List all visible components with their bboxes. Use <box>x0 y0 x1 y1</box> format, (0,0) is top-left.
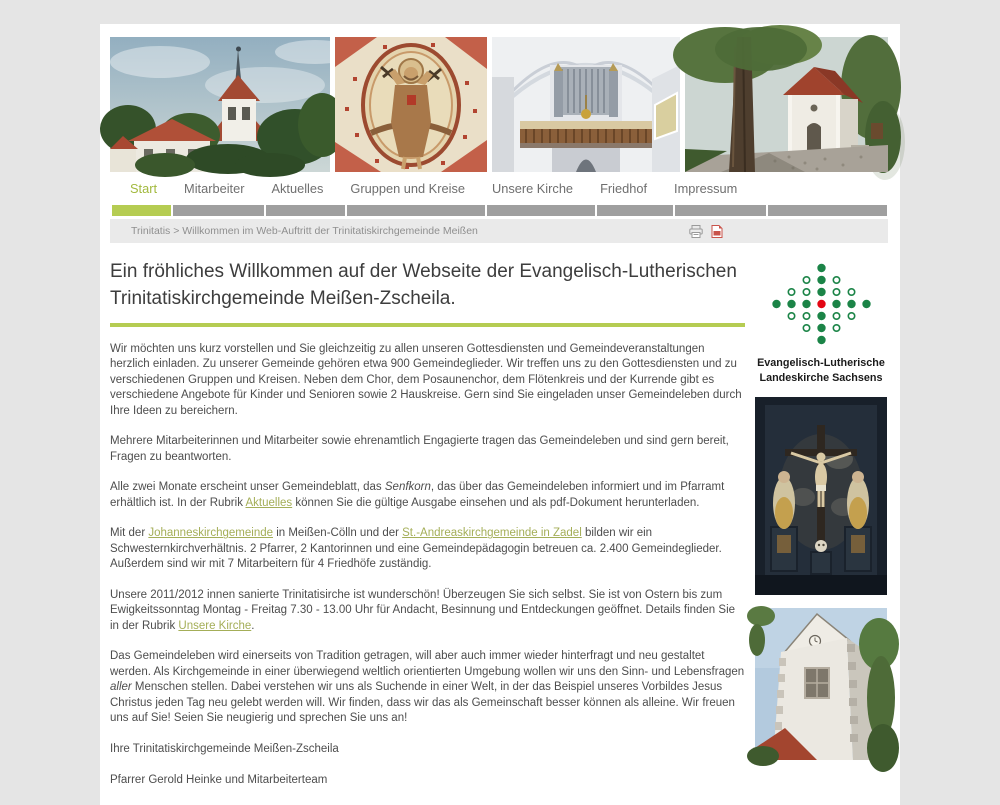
christ-fresco-illustration <box>335 37 487 172</box>
text-run: bilden wir ein Schwesternkirchverhältnis. 2 Pfarrer, 2 Kantorinnen und eine Gemeindepädagogin betreuen ca. 2.400 Gemeindeglieder. Außerdem sind wir mit 7 Mitarbeitern für 4 Friedhöfe zuständig. <box>110 527 722 571</box>
christ-fresco-photo <box>335 37 487 172</box>
inline-link[interactable]: Johanneskirchgemeinde <box>148 527 274 540</box>
nav-underline-segment <box>597 205 673 216</box>
paragraph <box>110 588 745 635</box>
landeskirche-dot-cross-logo <box>769 263 874 346</box>
page-card <box>100 24 900 805</box>
nav-underline-segment <box>768 205 887 216</box>
text-run: Wir möchten uns kurz vorstellen und Sie gleichzeitig zu allen unseren Gottesdiensten und Gemeindeveranstaltungen herzlich einladen. Zu unserer Gemeinde gehören etwa 900 Gemeindeglieder. Wir treffen uns zu den Gottesdiensten und zu verschiedenen Gruppen und Kreisen. Neben dem Chor, dem Posaunenchor, dem Flötenkreis und der Kurrende gibt es verschiedene Angebote für Kinder und Senioren sowie 2 Hauskreise. Gern sind Sie eingeladen unser Gemeindeleben durch Ihre Ideen zu bereichern. <box>110 342 742 417</box>
signature-line-1: Ihre Trinitatiskirchgemeinde Meißen-Zscheila <box>110 742 339 755</box>
inline-link[interactable]: Unsere Kirche <box>178 619 252 632</box>
tower-photo <box>755 608 887 765</box>
main-nav <box>100 172 900 205</box>
church-hill-illustration <box>110 37 330 172</box>
text-run: Alle zwei Monate erscheint unser Gemeindeblatt, das <box>110 481 385 494</box>
logo-caption-line-1: Evangelisch-Lutherische <box>757 357 885 369</box>
altar-crucifix-photo <box>755 397 887 600</box>
nav-item-unsere-kirche[interactable]: Unsere Kirche <box>491 181 574 196</box>
content-area <box>100 243 900 805</box>
text-run: in Meißen-Cölln und der <box>273 527 403 540</box>
logo-caption-line-2: Landeskirche Sachsens <box>759 371 883 384</box>
paragraph <box>110 480 745 511</box>
main-column <box>110 259 745 805</box>
breadcrumb-actions <box>689 225 723 238</box>
nav-underline-bar <box>112 205 887 216</box>
nav-underline-segment-active <box>112 205 171 216</box>
nav-item-start[interactable]: Start <box>130 181 158 196</box>
organ-interior-illustration <box>492 37 680 172</box>
text-run: können Sie die gültige Ausgabe einsehen und als pdf-Dokument herunterladen. <box>292 496 700 509</box>
signature-line-2: Pfarrer Gerold Heinke und Mitarbeiterteam <box>110 774 328 787</box>
pdf-icon[interactable] <box>711 225 723 238</box>
cemetery-chapel-photo <box>685 37 888 172</box>
church-hill-photo <box>110 37 330 172</box>
paragraph <box>110 434 745 465</box>
page-title: Ein fröhliches Willkommen auf der Webseite der Evangelisch-Lutherischen Trinitatiskirchgemeinde Meißen-Zscheila. <box>110 259 745 327</box>
emphasis-text: Senfkorn <box>384 481 431 494</box>
printer-icon[interactable] <box>689 225 703 238</box>
paragraph <box>110 526 745 573</box>
organ-interior-photo <box>492 37 680 172</box>
nav-item-aktuelles[interactable]: Aktuelles <box>271 181 324 196</box>
tower-illustration <box>755 608 887 760</box>
nav-item-friedhof[interactable]: Friedhof <box>600 181 648 196</box>
nav-item-impressum[interactable]: Impressum <box>674 181 738 196</box>
nav-underline-segment <box>347 205 485 216</box>
text-run: Unsere 2011/2012 innen sanierte Trinitatisirche ist wunderschön! Überzeugen Sie sich selbst. Sie ist von Ostern bis zum Ewigkeitssonntag Montag - Freitag 7.30 - 13.00 Uhr für Andacht, Besinnung und Entdeckungen geöffnet. Details finden Sie in der Rubrik <box>110 588 736 632</box>
sidebar <box>755 259 887 765</box>
text-run: Mehrere Mitarbeiterinnen und Mitarbeiter sowie ehrenamtlich Engagierte tragen das Gemeindeleben und sind gern bereit, Fragen zu beantworten. <box>110 435 729 463</box>
nav-underline-segment <box>487 205 595 216</box>
breadcrumb-bar <box>110 219 888 243</box>
text-run: , das über das Gemeindeleben informiert und im Pfarramt erhältlich ist. In der Rubrik <box>110 481 725 509</box>
nav-underline-segment <box>266 205 345 216</box>
altar-crucifix-illustration <box>755 397 887 595</box>
text-run: . <box>251 619 255 632</box>
paragraphs <box>110 342 745 727</box>
paragraph <box>110 649 745 727</box>
inline-link[interactable]: St.-Andreaskirchgemeinde in Zadel <box>402 527 582 540</box>
breadcrumb: Trinitatis > Willkommen im Web-Auftritt der Trinitatiskirchgemeinde Meißen <box>131 225 478 237</box>
header-photo-strip <box>100 24 900 172</box>
landeskirche-logo-box <box>755 259 887 385</box>
inline-link[interactable]: Aktuelles <box>245 496 293 509</box>
emphasis-text: aller <box>110 681 132 694</box>
nav-underline-segment <box>675 205 766 216</box>
text-run: Menschen stellen. Dabei verstehen wir uns als Suchende in einer Welt, in der das Beispiel unseres Vorbildes Jesus Christus jeden Tag neu gelebt werden will. Wir finden, dass wir das als Gemeinschaft besser können als alleine. Wir freuen uns auf Sie! Seien Sie neugierig und sprechen Sie uns an! <box>110 681 735 725</box>
nav-item-mitarbeiter[interactable]: Mitarbeiter <box>184 181 245 196</box>
cemetery-chapel-illustration <box>685 37 888 172</box>
nav-item-gruppen-und-kreise[interactable]: Gruppen und Kreise <box>350 181 465 196</box>
nav-underline-segment <box>173 205 264 216</box>
text-run: Mit der <box>110 527 149 540</box>
paragraph <box>110 342 745 420</box>
text-run: Das Gemeindeleben wird einerseits von Tradition getragen, will aber auch immer wieder hinterfragt und neu gestaltet werden. Als Kirchgemeinde in einer überwiegend weltlich orientierten Umgebung wollen wir uns den Sinn- und Lebensfragen <box>110 650 745 678</box>
